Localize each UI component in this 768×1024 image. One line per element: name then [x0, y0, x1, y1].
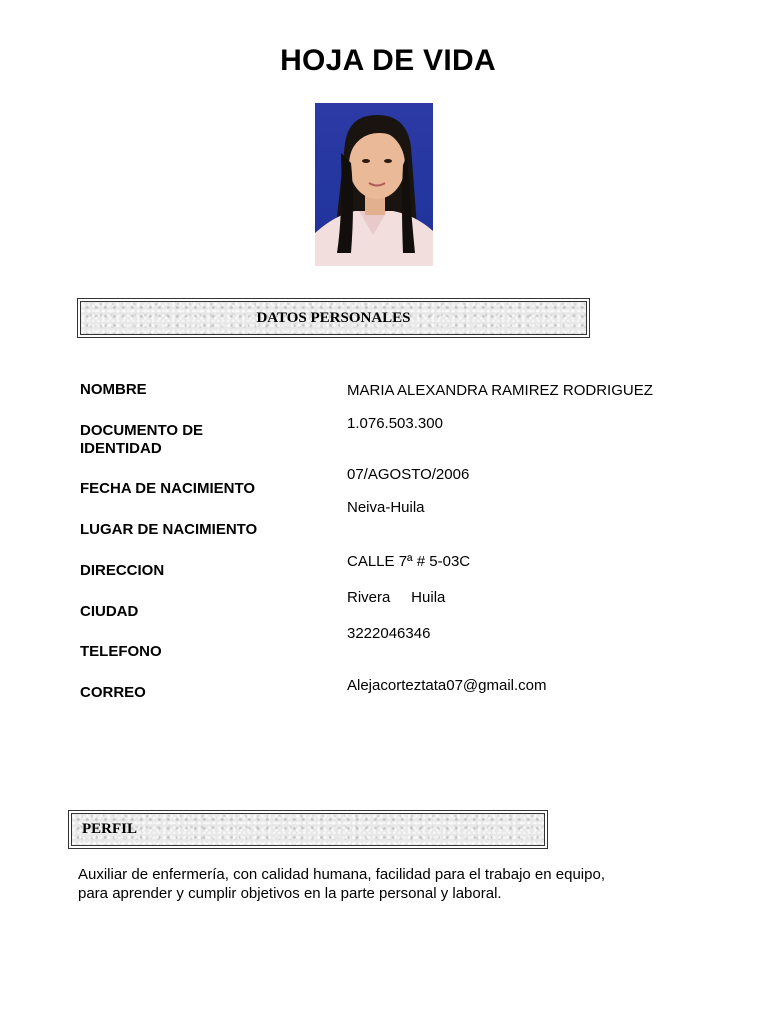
value-telefono: 3222046346: [347, 625, 431, 642]
label-fecha-nacimiento: FECHA DE NACIMIENTO: [80, 480, 256, 497]
perfil-description: Auxiliar de enfermería, con calidad humana, facilidad para el trabajo en equipo, para aprender y cumplir objetivos en la parte personal y laboral.: [78, 866, 605, 902]
value-nombre: MARIA ALEXANDRA RAMIREZ RODRIGUEZ: [347, 382, 653, 399]
perfil-header: [68, 810, 548, 849]
value-lugar-nacimiento: Neiva-Huila: [347, 499, 425, 516]
label-nombre: NOMBRE: [80, 381, 147, 398]
label-documento: [80, 422, 203, 458]
label-telefono: TELEFONO: [80, 643, 162, 660]
datos-personales-header: [77, 298, 590, 338]
value-correo: Alejacorteztata07@gmail.com: [347, 677, 547, 694]
label-correo: CORREO: [80, 684, 146, 701]
label-lugar-nacimiento: LUGAR DE NACIMIENTO: [80, 521, 258, 538]
value-documento: 1.076.503.300: [347, 415, 443, 432]
profile-photo: [315, 103, 433, 266]
value-direccion: CALLE 7ª # 5-03C: [347, 553, 471, 570]
value-ciudad: Rivera Huila: [347, 589, 446, 606]
label-documento-line1: DOCUMENTO DE: [80, 422, 204, 439]
label-direccion: DIRECCION: [80, 562, 165, 579]
perfil-title: PERFIL: [82, 821, 138, 837]
value-fecha-nacimiento: 07/AGOSTO/2006: [347, 466, 470, 483]
label-ciudad: CIUDAD: [80, 603, 139, 620]
label-documento-line2: IDENTIDAD: [80, 440, 162, 457]
datos-personales-title: DATOS PERSONALES: [256, 309, 411, 326]
document-title: HOJA DE VIDA: [280, 44, 496, 77]
